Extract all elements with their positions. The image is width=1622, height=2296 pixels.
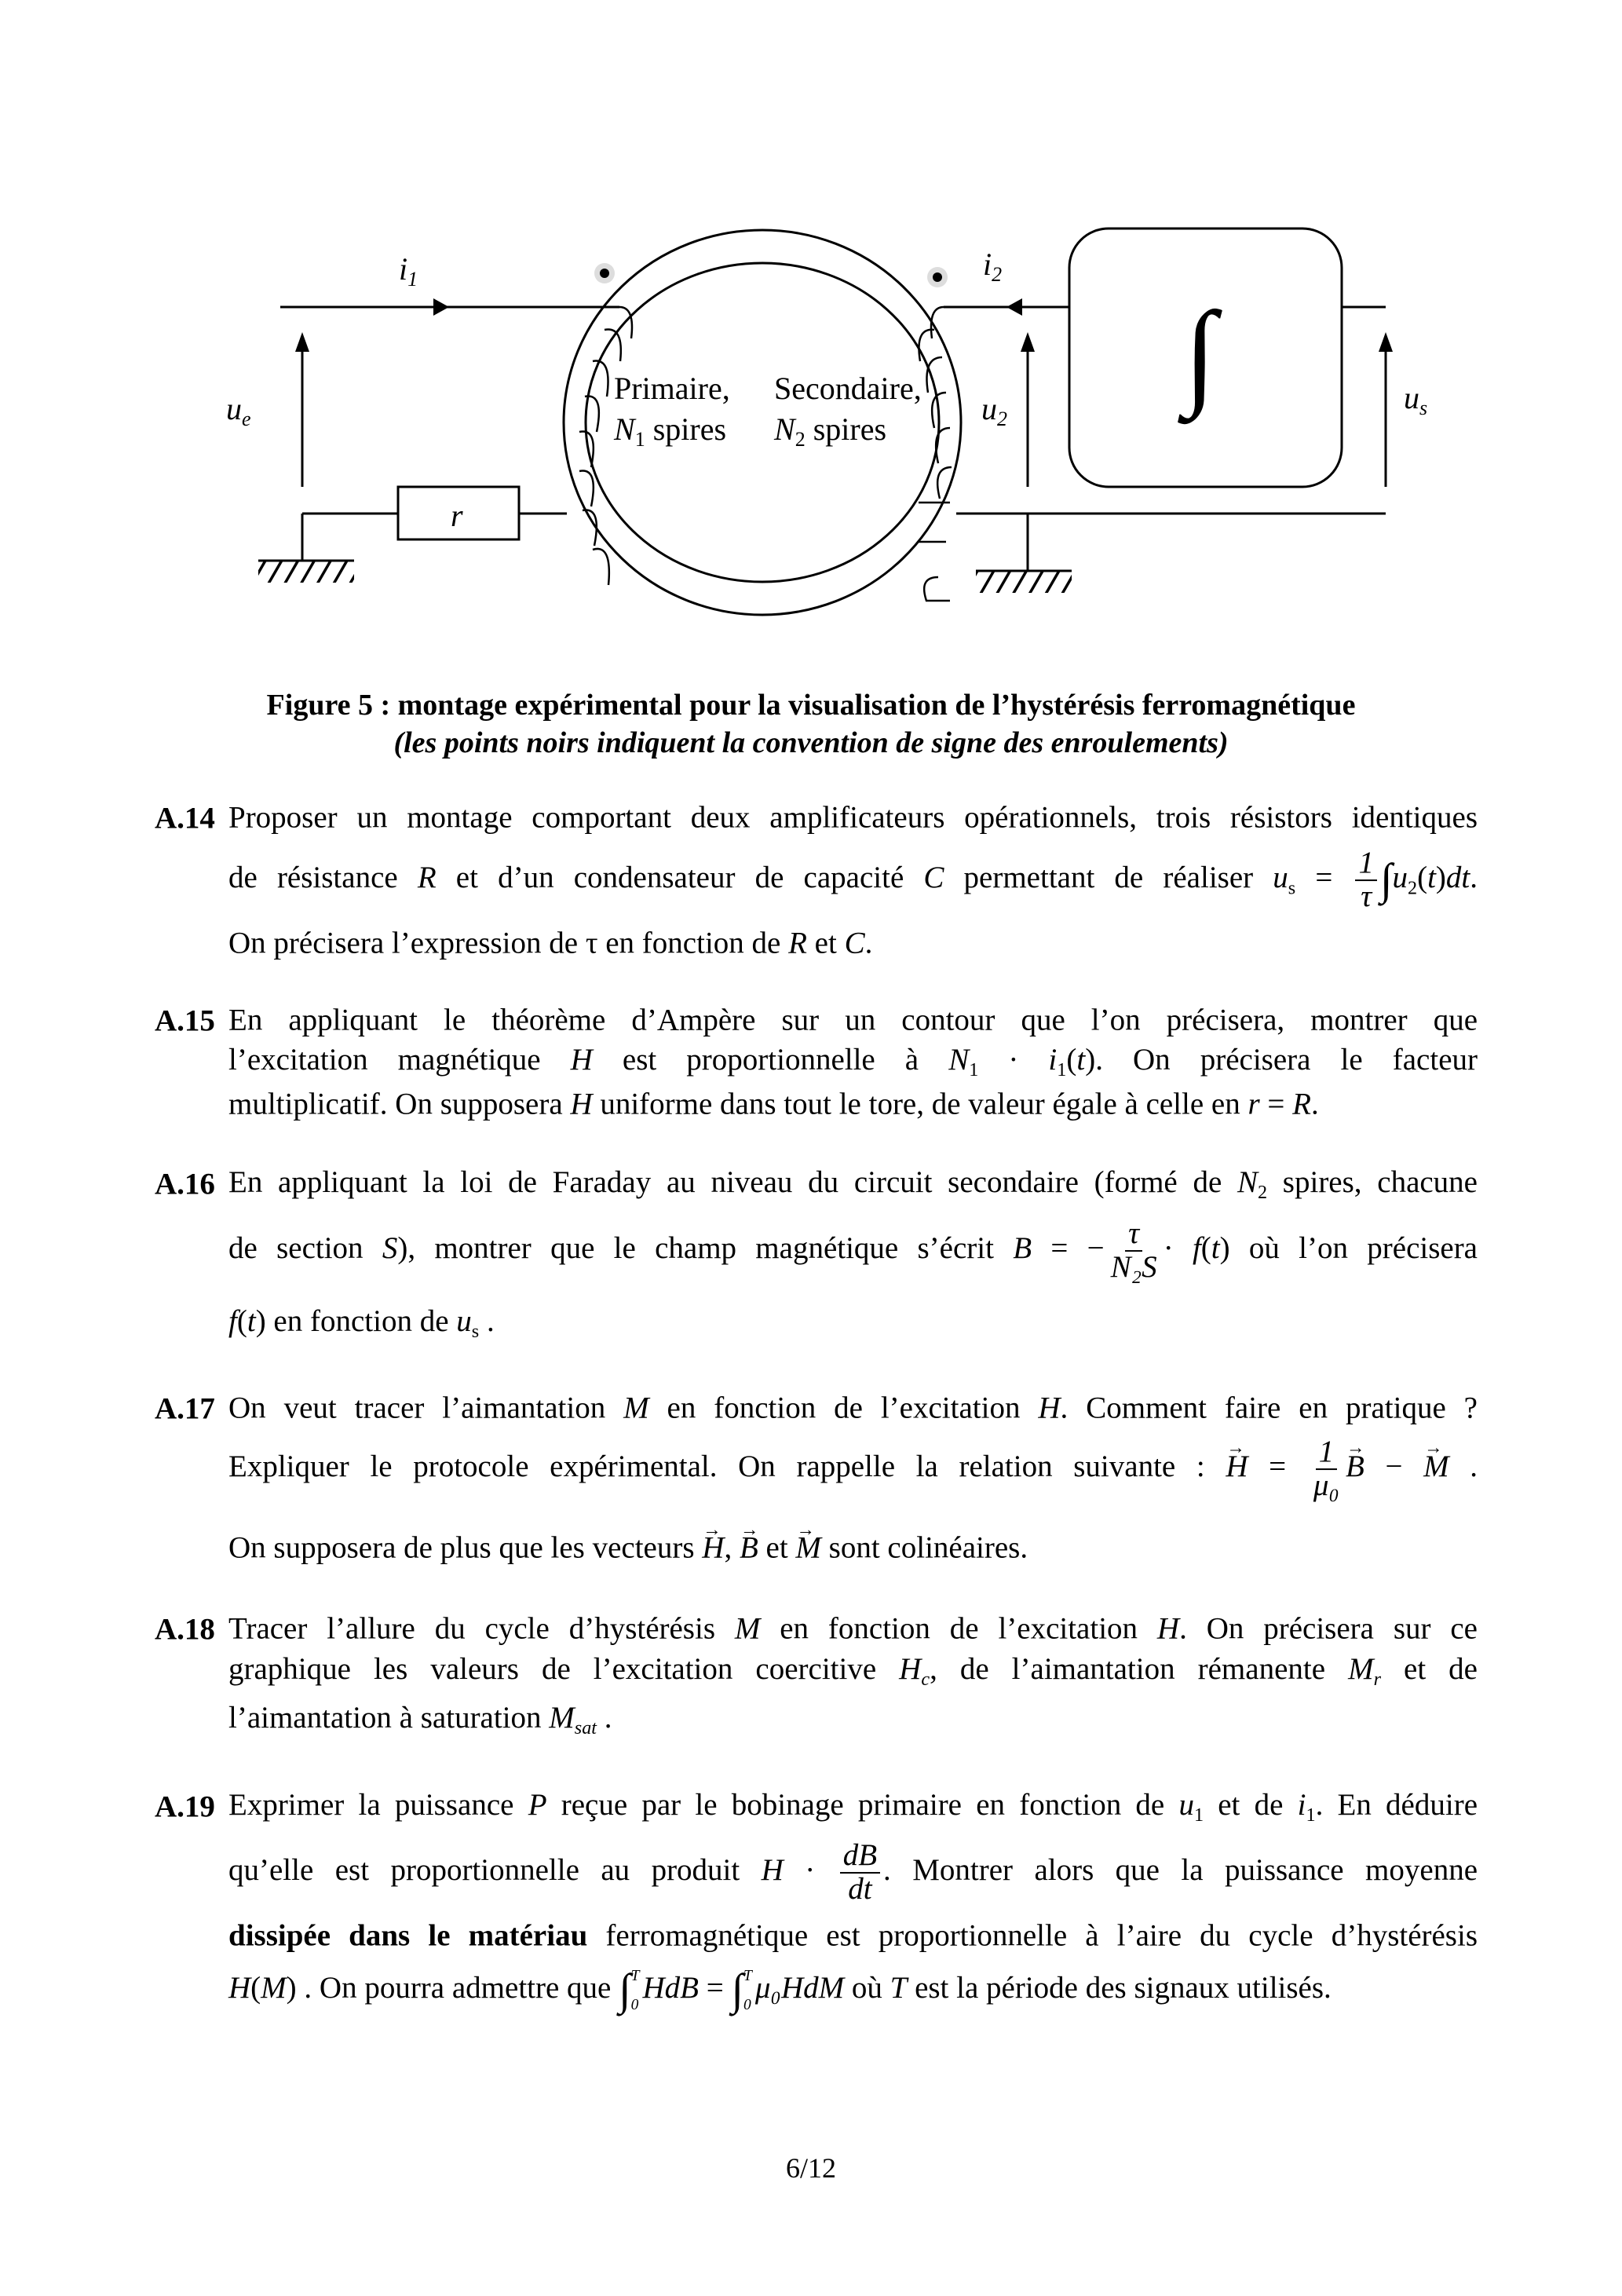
- text-segment: ·: [978, 1042, 1049, 1077]
- text-segment: (: [1066, 1042, 1077, 1077]
- question-text-line: [228, 1391, 1478, 1428]
- label-r: r: [451, 498, 463, 533]
- math-symbol: C: [923, 860, 944, 894]
- text-segment: et d’un condensateur de capacité: [436, 860, 924, 894]
- question-text-line: [228, 1700, 1478, 1739]
- math-symbol: t: [1427, 860, 1436, 894]
- math-symbol: M: [261, 1970, 287, 2005]
- text-segment: en fonction de l’excitation: [760, 1611, 1157, 1646]
- secondary-label: Secondaire,: [774, 371, 922, 406]
- upper-limit: T: [630, 1967, 640, 1984]
- text-segment: −: [1364, 1449, 1424, 1483]
- question-label: A.15: [155, 1004, 215, 1038]
- question-label: A.17: [155, 1391, 215, 1426]
- subscripted-symbol: [948, 1042, 979, 1081]
- symbol-subscript: 1: [1057, 1059, 1067, 1081]
- text-segment: On veut tracer l’aimantation: [228, 1391, 624, 1425]
- math-symbol: μ₀HdM: [754, 1970, 845, 2005]
- text-segment: (: [236, 1303, 247, 1338]
- math-symbol: M: [734, 1611, 761, 1646]
- question-label: A.18: [155, 1612, 215, 1647]
- label-i1: $i_1$: [399, 251, 418, 291]
- fraction-numerator: 1: [1316, 1436, 1338, 1470]
- symbol-base: M: [1348, 1651, 1374, 1686]
- text-segment: . On précisera sur ce: [1179, 1611, 1478, 1646]
- text-segment: =: [1259, 1087, 1293, 1121]
- question-text-line: [228, 1087, 1478, 1124]
- math-symbol: H: [228, 1970, 251, 2005]
- text-segment: ·: [783, 1852, 837, 1887]
- fraction: [1108, 1218, 1160, 1284]
- question-label: A.14: [155, 801, 215, 835]
- symbol-base: M: [549, 1700, 575, 1735]
- text-segment: =: [698, 1970, 732, 2005]
- text-segment: On précisera l’expression de τ en fonction de: [228, 926, 789, 960]
- math-symbol: H: [761, 1852, 784, 1887]
- subscripted-symbol: [1178, 1787, 1204, 1826]
- integral-sign: ∫: [619, 1965, 631, 2015]
- text-segment: ferromagnétique est proportionnelle à l’aire du cycle d’hystérésis: [587, 1918, 1478, 1953]
- symbol-subscript: 1: [969, 1059, 979, 1081]
- question-text-line: [228, 1918, 1478, 1955]
- text-segment: ) en fonction de: [255, 1303, 457, 1338]
- text-segment: ) . On pourra admettre que: [286, 1970, 619, 2005]
- subscripted-symbol: [1297, 1787, 1316, 1826]
- text-segment: de section: [228, 1230, 382, 1265]
- text-segment: .: [597, 1700, 612, 1735]
- secondary-turns: $N_2$ spires: [774, 411, 887, 451]
- math-symbol: P: [528, 1787, 547, 1822]
- text-segment: =: [1295, 860, 1353, 894]
- text-segment: (: [250, 1970, 261, 2005]
- integral-icon: ∫: [1184, 288, 1217, 419]
- math-symbol: HdB: [642, 1970, 699, 2005]
- question-text-line: [228, 1787, 1478, 1826]
- text-segment: l’aimantation à saturation: [228, 1700, 550, 1735]
- fraction-denominator: dt: [848, 1872, 872, 1906]
- question-text-line: [228, 1961, 1478, 2020]
- symbol-subscript: 1: [1193, 1804, 1204, 1826]
- symbol-subscript: 2: [1258, 1182, 1268, 1204]
- text-segment: On supposera de plus que les vecteurs: [228, 1530, 703, 1565]
- vector-symbol: → H: [1226, 1449, 1248, 1486]
- text-segment: ), montrer que le champ magnétique s’écrit: [397, 1230, 1014, 1265]
- math-symbol: R: [1292, 1087, 1311, 1121]
- subscripted-symbol: [1392, 860, 1418, 899]
- subscripted-symbol: [1048, 1042, 1067, 1081]
- subscripted-symbol: [456, 1303, 480, 1343]
- text-segment: . Montrer alors que la puissance moyenne: [883, 1852, 1478, 1887]
- question-text-line: [228, 1042, 1478, 1081]
- text-segment: spires, chacune: [1267, 1164, 1478, 1199]
- figure-caption: Figure 5 : montage expérimental pour la visualisation de l’hystérésis ferromagnétique: [266, 689, 1356, 722]
- symbol-base: u: [456, 1303, 472, 1338]
- upper-limit: T: [743, 1967, 752, 1984]
- text-segment: de résistance: [228, 860, 418, 894]
- symbol-base: u: [1273, 860, 1288, 894]
- fraction-denominator: μ₀: [1313, 1468, 1339, 1502]
- math-symbol: H: [570, 1042, 593, 1077]
- text-segment: . Comment faire en pratique ?: [1060, 1391, 1478, 1425]
- symbol-subscript: 1: [1306, 1804, 1316, 1826]
- voltage-arrow-us: [1379, 332, 1393, 352]
- integral-sign: ∫: [1379, 855, 1393, 905]
- question-text-line: [228, 926, 1478, 963]
- math-symbol: S: [382, 1230, 398, 1265]
- text-segment: reçue par le bobinage primaire en fonction de: [546, 1787, 1179, 1822]
- question-text-line: [228, 1840, 1478, 1906]
- current-arrow-i1: [433, 298, 449, 316]
- text-segment: multiplicatif. On supposera: [228, 1087, 571, 1121]
- text-segment: et de: [1380, 1651, 1478, 1686]
- symbol-base: i: [1297, 1787, 1306, 1822]
- vector-symbol: → M: [795, 1530, 821, 1567]
- text-segment: en fonction de l’excitation: [648, 1391, 1039, 1425]
- vector-symbol: → M: [1423, 1449, 1449, 1486]
- text-segment: est la période des signaux utilisés.: [907, 1970, 1332, 2005]
- math-symbol: H: [570, 1087, 593, 1121]
- text-segment: . En déduire: [1315, 1787, 1478, 1822]
- text-segment: En appliquant la loi de Faraday au niveau du circuit secondaire (formé de: [228, 1164, 1237, 1199]
- symbol-base: N: [1237, 1164, 1258, 1199]
- text-segment: ): [1435, 860, 1446, 894]
- math-symbol: t: [1211, 1230, 1220, 1265]
- text-segment: est proportionnelle à: [592, 1042, 949, 1077]
- vector-symbol: → H: [702, 1530, 724, 1567]
- subscripted-symbol: [899, 1651, 930, 1691]
- question-text-line: [228, 1611, 1478, 1648]
- voltage-arrow-u2: [1021, 332, 1035, 352]
- text-segment: .: [1311, 1087, 1319, 1121]
- ground-right: [976, 571, 1072, 593]
- symbol-subscript: r: [1373, 1669, 1381, 1691]
- subscripted-symbol: [1273, 860, 1296, 899]
- integral-limits: [631, 1961, 640, 2020]
- figure-caption-note: (les points noirs indiquent la convention de signe des enroulements): [393, 726, 1229, 759]
- text-segment: .: [479, 1303, 495, 1338]
- math-symbol: H: [1038, 1391, 1061, 1425]
- question-text-line: [228, 1303, 1478, 1343]
- math-symbol: f: [228, 1303, 237, 1338]
- question-text-line: [228, 1218, 1478, 1284]
- symbol-subscript: s: [1288, 877, 1296, 899]
- text-segment: ,: [724, 1530, 740, 1565]
- text-segment: En appliquant le théorème d’Ampère sur un contour que l’on précisera, montrer que: [228, 1003, 1478, 1037]
- text-segment: et: [806, 926, 845, 960]
- label-i2: $i_2$: [983, 247, 1003, 286]
- text-segment: qu’elle est proportionnelle au produit: [228, 1852, 762, 1887]
- ground-left: [258, 561, 354, 583]
- symbol-base: u: [1178, 1787, 1194, 1822]
- question-label: A.16: [155, 1167, 215, 1201]
- lower-limit: 0: [743, 1997, 751, 2013]
- text-segment: ). On précisera le facteur: [1085, 1042, 1478, 1077]
- lower-limit: 0: [630, 1997, 639, 2013]
- experimental-setup-diagram: [0, 0, 1622, 644]
- question-text-line: [228, 1436, 1478, 1502]
- bold-text: dissipée dans le matériau: [228, 1918, 588, 1953]
- math-symbol: M: [623, 1391, 649, 1425]
- text-segment: Tracer l’allure du cycle d’hystérésis: [228, 1611, 735, 1646]
- math-symbol: t: [247, 1303, 256, 1338]
- math-symbol: H: [1156, 1611, 1180, 1646]
- fraction-numerator: 1: [1355, 847, 1377, 881]
- subscripted-symbol: [1348, 1651, 1381, 1691]
- math-symbol: R: [417, 860, 437, 894]
- subscripted-symbol: [549, 1700, 597, 1739]
- text-segment: ·: [1163, 1230, 1193, 1265]
- symbol-base: H: [899, 1651, 922, 1686]
- text-segment: (: [1417, 860, 1428, 894]
- question-text-line: [228, 1651, 1478, 1691]
- label-ue: $u_e$: [226, 391, 251, 430]
- fraction: [1355, 847, 1377, 913]
- text-segment: uniforme dans tout le tore, de valeur égale à celle en: [592, 1087, 1248, 1121]
- math-symbol: R: [788, 926, 807, 960]
- math-symbol: t: [1076, 1042, 1086, 1077]
- text-segment: Proposer un montage comportant deux amplificateurs opérationnels, trois résistors identiques: [228, 800, 1478, 835]
- text-segment: Exprimer la puissance: [228, 1787, 528, 1822]
- fraction-numerator: dB: [840, 1840, 880, 1874]
- math-symbol: B: [1013, 1230, 1032, 1265]
- text-segment: = −: [1032, 1230, 1105, 1265]
- symbol-base: i: [1048, 1042, 1058, 1077]
- fraction-denominator: τ: [1361, 879, 1372, 913]
- label-us: $u_s$: [1404, 380, 1428, 419]
- primary-turns: $N_1$ spires: [614, 411, 727, 451]
- label-u2: $u_2$: [981, 391, 1007, 430]
- subscripted-symbol: [1237, 1164, 1268, 1204]
- fraction: [840, 1840, 880, 1906]
- text-segment: .: [1448, 1449, 1478, 1483]
- math-symbol: f: [1192, 1230, 1201, 1265]
- text-segment: Expliquer le protocole expérimental. On rappelle la relation suivante :: [228, 1449, 1226, 1483]
- text-segment: et: [758, 1530, 796, 1565]
- text-segment: .: [864, 926, 873, 960]
- symbol-base: u: [1392, 860, 1408, 894]
- math-symbol: dt: [1445, 860, 1470, 894]
- question-label: A.19: [155, 1790, 215, 1824]
- fraction-denominator: N₂S: [1110, 1250, 1157, 1284]
- text-segment: où: [844, 1970, 890, 2005]
- math-symbol: r: [1248, 1087, 1260, 1121]
- text-segment: ) où l’on précisera: [1219, 1230, 1478, 1265]
- fraction-numerator: τ: [1125, 1218, 1142, 1252]
- primary-label: Primaire,: [614, 371, 730, 406]
- voltage-arrow-ue: [295, 332, 309, 352]
- fraction: [1310, 1436, 1343, 1502]
- text-segment: permettant de réaliser: [944, 860, 1273, 894]
- text-segment: (: [1200, 1230, 1211, 1265]
- math-symbol: T: [890, 1970, 908, 2005]
- symbol-subscript: 2: [1407, 877, 1418, 899]
- text-segment: , de l’aimantation rémanente: [930, 1651, 1349, 1686]
- symbol-subscript: s: [471, 1321, 480, 1343]
- vector-symbol: → B: [1346, 1449, 1364, 1486]
- vector-symbol: → B: [740, 1530, 758, 1567]
- text-segment: graphique les valeurs de l’excitation coercitive: [228, 1651, 900, 1686]
- text-segment: =: [1248, 1449, 1307, 1483]
- question-text-line: [228, 1164, 1478, 1204]
- text-segment: sont colinéaires.: [820, 1530, 1028, 1565]
- text-segment: et de: [1204, 1787, 1298, 1822]
- question-text-line: [228, 1003, 1478, 1040]
- page-number: 6/12: [785, 2152, 836, 2184]
- symbol-base: N: [948, 1042, 970, 1077]
- integral-sign: ∫: [731, 1965, 743, 2015]
- symbol-subscript: c: [921, 1669, 930, 1691]
- math-symbol: C: [844, 926, 865, 960]
- integral-limits: [743, 1961, 752, 2020]
- current-arrow-i2: [1006, 298, 1022, 316]
- question-text-line: [228, 1530, 1478, 1567]
- text-segment: l’excitation magnétique: [228, 1042, 571, 1077]
- question-text-line: [228, 847, 1478, 913]
- question-text-line: [228, 800, 1478, 837]
- text-segment: .: [1470, 860, 1478, 894]
- symbol-subscript: sat: [574, 1717, 597, 1739]
